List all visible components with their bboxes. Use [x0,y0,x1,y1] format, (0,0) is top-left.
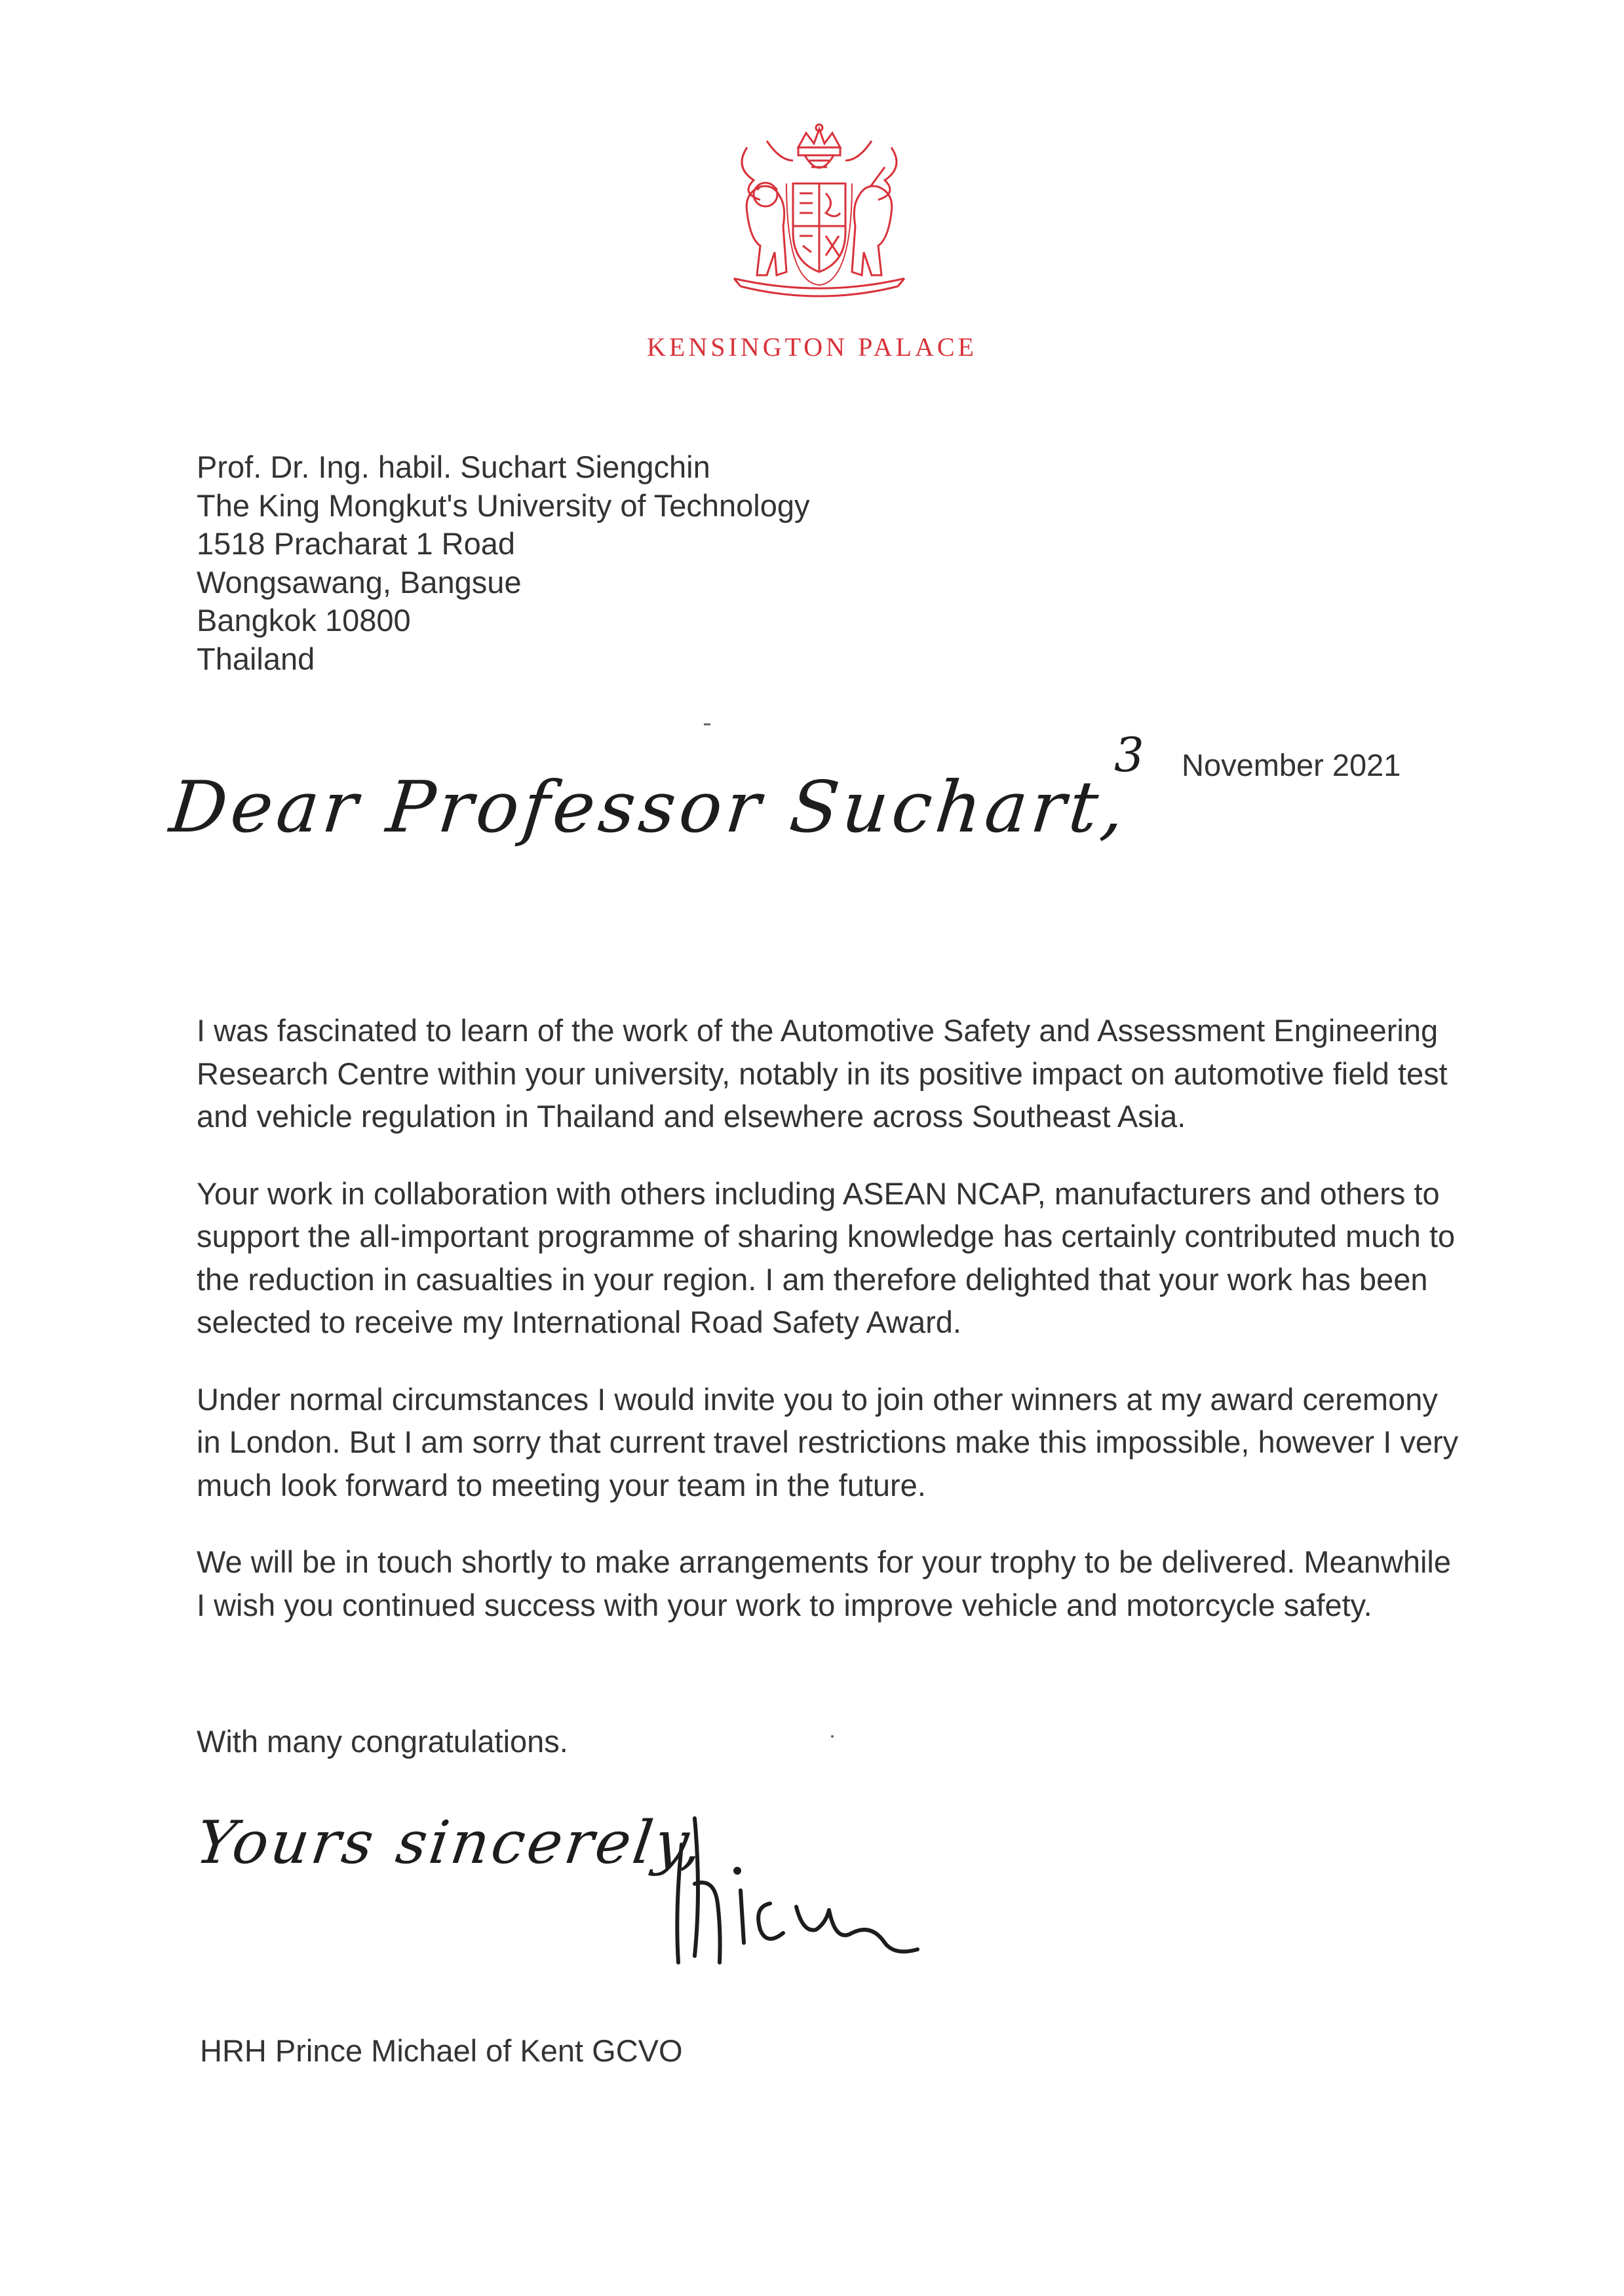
signature [655,1792,957,1982]
address-line: 1518 Pracharat 1 Road [197,526,515,562]
signatory-name: HRH Prince Michael of Kent GCVO [200,2033,683,2068]
address-line: Wongsawang, Bangsue [197,564,522,600]
address-line: The King Mongkut's University of Technology [197,488,810,523]
royal-coat-of-arms-icon [721,121,918,305]
valediction-handwritten: Yours sincerely, [191,1808,710,1877]
body-paragraph: I was fascinated to learn of the work of the Automotive Safety and Assessment Engineering Research Centre within your university, notably in its positive impact on automotive field test and vehicle regulation in Thailand and elsewhere across Southeast Asia. [197,1013,1448,1134]
address-line: Bangkok 10800 [197,603,411,638]
address-line: Thailand [197,641,315,676]
date-month-year: November 2021 [1182,748,1401,782]
address-line: Prof. Dr. Ing. habil. Suchart Siengchin [197,450,710,484]
body-paragraph: Under normal circumstances I would invite you to join other winners at my award ceremony in London. But I am sorry that current travel restrictions make this impossible, however I very much look forward to meeting your team in the future. [197,1381,1459,1502]
letter-body [197,1009,1461,1660]
recipient-address [197,448,810,679]
date-day-handwritten: 3 [1114,727,1144,782]
paper-speck [704,723,710,725]
closing-line: With many congratulations. [197,1724,568,1759]
salutation-handwritten: Dear Professor Suchart, [166,767,1132,849]
body-paragraph: We will be in touch shortly to make arrangements for your trophy to be delivered. Meanwhile I wish you continued success with your work to improve vehicle and motorcycle safety. [197,1544,1452,1622]
body-paragraph: Your work in collaboration with others including ASEAN NCAP, manufacturers and others to support the all-important programme of sharing knowledge has certainly contributed much to the reduction in casualties in your region. I am therefore delighted that your work has been selected to receive my International Road Safety Award. [197,1176,1456,1339]
letterhead-title: KENSINGTON PALACE [647,332,977,362]
paper-speck [831,1735,834,1738]
